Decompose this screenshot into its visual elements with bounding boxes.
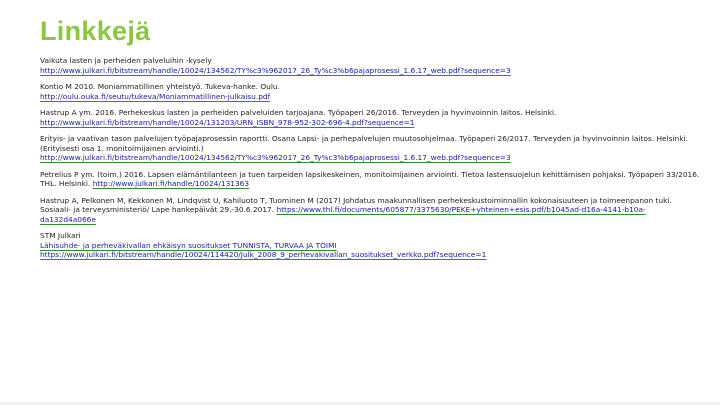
reference-link[interactable]: Lähisuhde- ja perheväkivallan ehkäisyn suositukset TUNNISTA, TURVAA JA TOIMI	[40, 240, 337, 250]
reference-item	[40, 108, 705, 127]
reference-link[interactable]: http://oulu.ouka.fi/seutu/tukeva/Moniammatillinen-julkaisu.pdf	[40, 91, 271, 101]
reference-text: Hastrup A, Pelkonen M, Kekkonen M, Lindqvist U, Kahiluoto T, Tuominen M (2017) Johdatus maakunnallisen perhekeskustoiminnallin kokonaisuuteen ja toimeenpanon tuki.	[40, 195, 672, 205]
reference-text: STM Julkari	[40, 231, 81, 240]
reference-text: Hastrup A ym. 2016. Perhekeskus lasten ja perheiden palveluiden tarjoajana. Työpaperi 26/2016. Terveyden ja hyvinvoinnin laitos. Helsinki.	[40, 108, 557, 117]
reference-item	[40, 82, 705, 101]
reference-link[interactable]: https://www.julkari.fi/bitstream/handle/10024/114420/Julk_2008_9_perhevakivallan_suositukset_verkko.pdf?sequence=1	[40, 250, 487, 259]
reference-item	[40, 56, 705, 75]
reference-text: Petrelius P ym. (toim.) 2016. Lapsen elämäntilanteen ja tuen tarpeiden lapsikeskeinen, monitoimijainen arviointi. Tietoa lastensuojelun kehittämisen pohjaksi. Työpaperi 33/2016.	[40, 169, 700, 179]
reference-item	[40, 170, 705, 189]
page-title: Linkkejä	[40, 16, 151, 46]
reference-text: Sosiaali- ja terveysministeriö/ Lape hankepäivät 29.-30.6.2017.	[40, 205, 275, 214]
reference-text: (Erityisesti osa 1. monitoimijainen arviointi.)	[40, 143, 204, 153]
reference-link[interactable]: http://www.julkari.fi/bitstream/handle/10024/131203/URN_ISBN_978-952-302-696-4.pdf?sequence=1	[40, 117, 415, 127]
reference-text: Kontio M 2010. Moniammatillinen yhteistyö. Tukeva-hanke. Oulu.	[40, 82, 280, 91]
reference-text: Erityis- ja vaativan tason palvelujen työpajaprosessin raportti. Osana Lapsi- ja perhepalvelujen muutosohjelmaa. Työpaperi 26/2017. Terveyden ja hyvinvoinnin laitos. Helsinki.	[40, 134, 688, 143]
reference-link[interactable]: http://www.julkari.fi/bitstream/handle/10024/134562/TY%c3%962017_26_Ty%c3%b6pajaprosessi_1.6.17_web.pdf?sequence=3	[40, 153, 511, 162]
reference-link[interactable]: https://www.thl.fi/documents/605877/3375630/PEKE+yhteinen+esis.pdf/b1045ad-d16a-4141-b10a-	[276, 205, 646, 214]
reference-link-continued[interactable]: da132d4a066e	[40, 214, 96, 224]
reference-link[interactable]: http://www.julkari.fi/bitstream/handle/10024/134562/TY%c3%962017_26_Ty%c3%b6pajaprosessi_1.6.17_web.pdf?sequence=3	[40, 65, 511, 75]
reference-text: Vaikuta lasten ja perheiden palveluihin -kysely	[40, 56, 212, 65]
reference-list	[40, 56, 705, 267]
reference-item	[40, 134, 705, 163]
reference-item	[40, 196, 705, 225]
reference-link[interactable]: http://www.julkari.fi/handle/10024/131363	[92, 179, 250, 188]
reference-text: THL. Helsinki.	[40, 179, 91, 188]
reference-item	[40, 231, 705, 260]
